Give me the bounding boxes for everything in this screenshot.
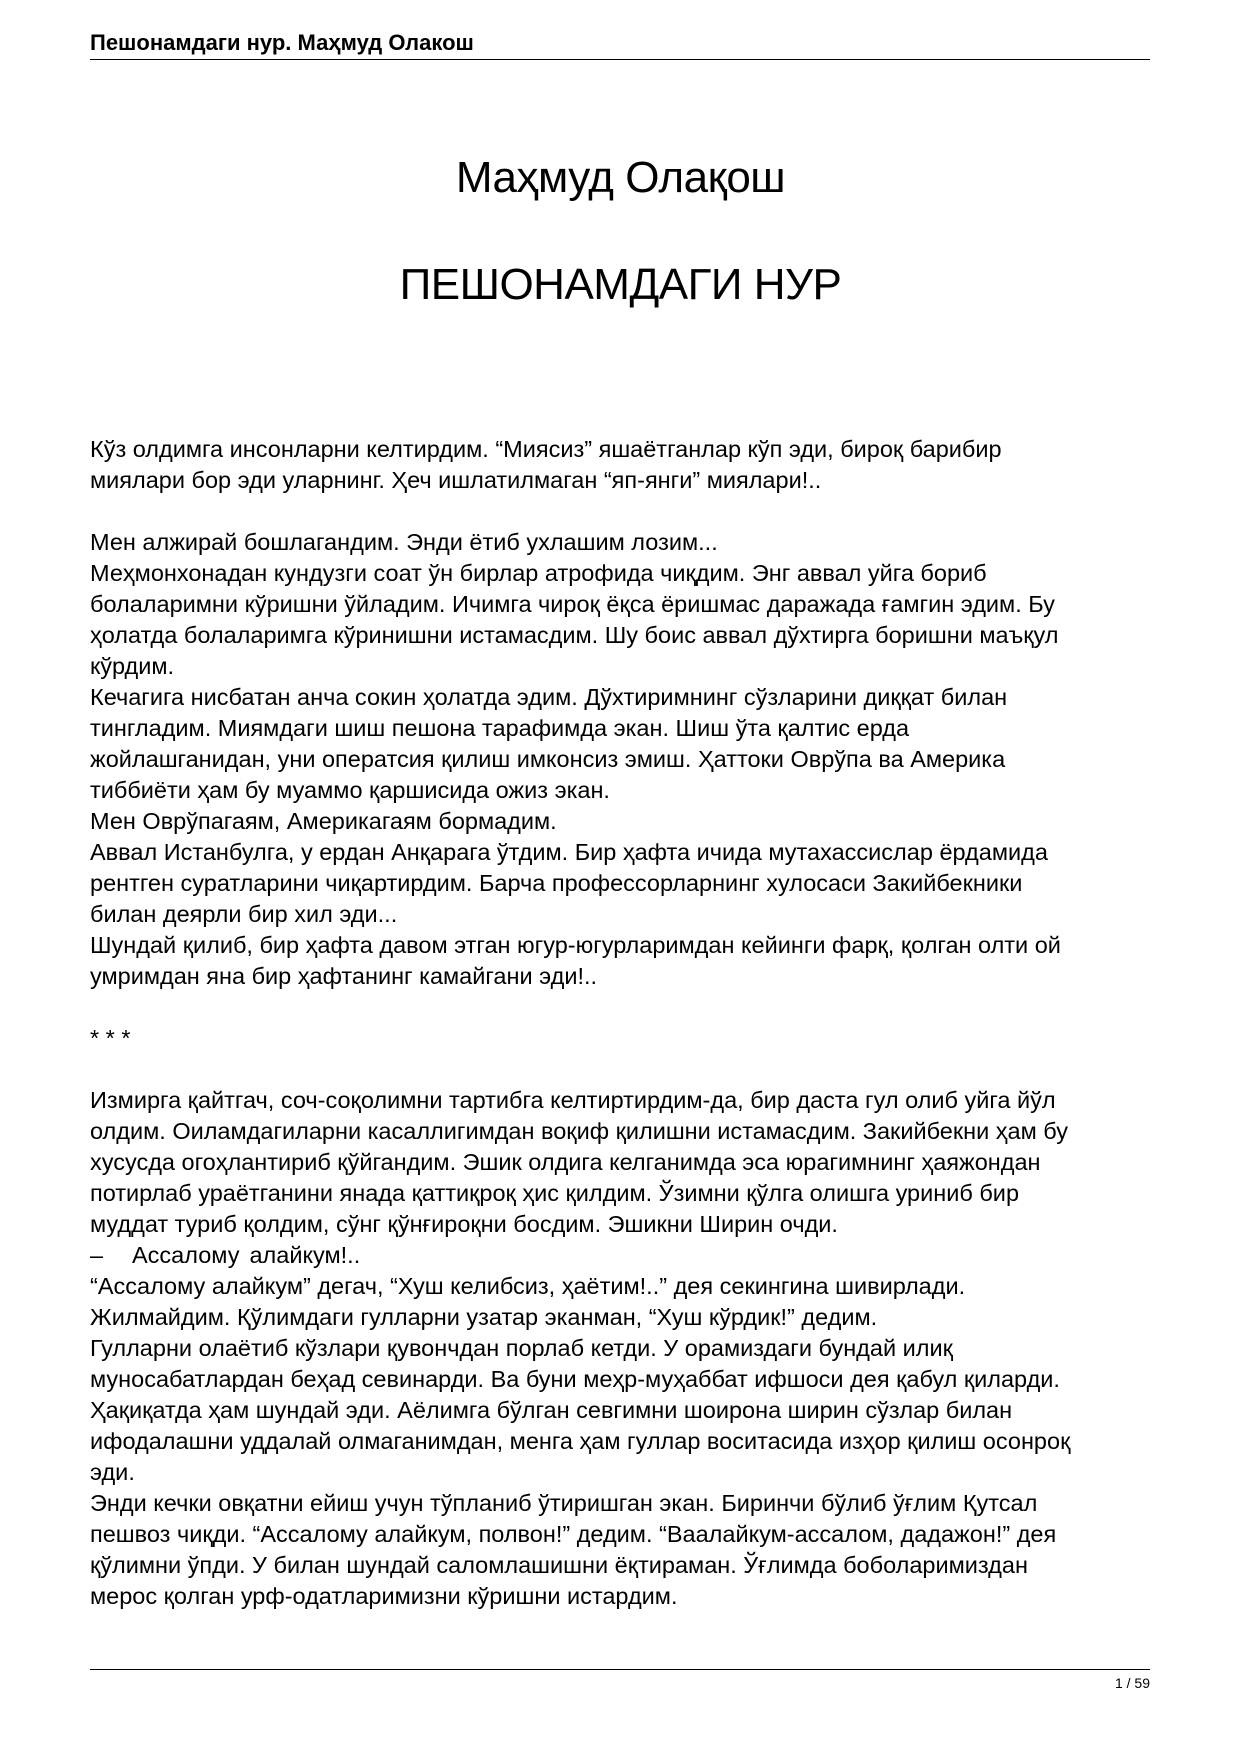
text-line: болаларимни кўришни ўйладим. Ичимга чироқ ёқса ёришмас даражада ғамгин эдим. Бу [90, 591, 1055, 617]
running-header-title: Пешонамдаги нур. Маҳмуд Олакош [90, 30, 474, 55]
text-line: хусусда огоҳлантириб қўйгандим. Эшик олдига келганимда эса юрагимнинг ҳаяжондан [90, 1149, 1041, 1175]
text-line: мерос қолган урф-одатларимизни кўришни истардим. [90, 1583, 678, 1609]
text-line: олдим. Оиламдагиларни касаллигимдан воқиф қилишни истамасдим. Закийбекни ҳам бу [90, 1118, 1068, 1144]
running-footer [90, 1669, 1150, 1691]
text-line: тиббиёти ҳам бу муаммо қаршисида ожиз экан. [90, 777, 610, 803]
text-line: жойлашганидан, уни оператсия қилиш имконсиз эмиш. Ҳаттоки Оврўпа ва Америка [90, 746, 1006, 772]
text-line: Измирга қайтгач, соч-соқолимни тартибга келтиртирдим-да, бир даста гул олиб уйга йўл [90, 1087, 1056, 1113]
dialogue-word: алайкум!.. [249, 1242, 361, 1268]
section-separator: * * * [90, 1025, 131, 1051]
text-line: билан деярли бир хил эди... [90, 901, 398, 927]
text-line: умримдан яна бир ҳафтанинг камайгани эди!.. [90, 963, 598, 989]
text-line: Кўз олдимга инсонларни келтирдим. “Миясиз” яшаётганлар кўп эди, бироқ барибир [90, 436, 1002, 462]
text-line: Мен алжирай бошлагандим. Энди ётиб ухлашим лозим... [90, 529, 718, 555]
page-number: 1 / 59 [1114, 1675, 1150, 1691]
running-header [90, 28, 1150, 60]
text-line: Ҳақиқатда ҳам шундай эди. Аёлимга бўлган севгимни шоирона ширин сўзлар билан [90, 1397, 1013, 1423]
dialogue-dash: – [90, 1242, 104, 1268]
text-line: муддат туриб қолдим, сўнг қўнғироқни босдим. Эшикни Ширин очди. [90, 1211, 838, 1237]
text-line: ифодалашни уддалай олмаганимдан, менга ҳам гуллар воситасида изҳор қилиш осонроқ [90, 1428, 1071, 1454]
text-line: рентген суратларини чиқартирдим. Барча профессорларнинг хулосаси Закийбекники [90, 870, 1023, 896]
text-line: ҳолатда болаларимга кўринишни истамасдим. Шу боис аввал дўхтирга боришни маъқул [90, 622, 1059, 648]
text-line: қўлимни ўпди. У билан шундай саломлашишни ёқтираман. Ўғлимда боболаримиздан [90, 1552, 1028, 1578]
text-line: тингладим. Миямдаги шиш пешона тарафимда экан. Шиш ўта қалтис ерда [90, 715, 910, 741]
text-line: потирлаб ураётганини янада қаттиқроқ ҳис қилдим. Ўзимни қўлга олишга уриниб бир [90, 1180, 1020, 1206]
text-line: Гулларни олаётиб кўзлари қувончдан порлаб кетди. У орамиздаги бундай илиқ [90, 1335, 953, 1361]
document-title: ПЕШОНАМДАГИ НУР [399, 260, 842, 309]
text-line: муносабатлардан беҳад севинарди. Ва буни меҳр-муҳаббат ифшоси дея қабул қиларди. [90, 1366, 1060, 1392]
paragraph-2 [90, 527, 1160, 992]
dialogue-line [90, 1240, 1160, 1271]
paragraph-3 [90, 1085, 1160, 1612]
text-line: Мен Оврўпагаям, Америкагаям бормадим. [90, 808, 557, 834]
text-line: Жилмайдим. Қўлимдаги гулларни узатар эканман, “Хуш кўрдик!” дедим. [90, 1304, 878, 1330]
dialogue-word: Ассалому [132, 1242, 240, 1268]
text-line: “Ассалому алайкум” дегач, “Хуш келибсиз, ҳаётим!..” дея секингина шивирлади. [90, 1273, 966, 1299]
text-line: пешвоз чиқди. “Ассалому алайкум, полвон!” дедим. “Ваалайкум-ассалом, дадажон!” дея [90, 1521, 1057, 1547]
text-line: Энди кечки овқатни ейиш учун тўпланиб ўтиришган экан. Биринчи бўлиб ўғлим Қутсал [90, 1490, 1038, 1516]
text-line: эди. [90, 1459, 135, 1485]
text-line: кўрдим. [90, 653, 175, 679]
text-line: Шундай қилиб, бир ҳафта давом этган югур-югурларимдан кейинги фарқ, қолган олти ой [90, 932, 1061, 958]
text-line: Аввал Истанбулга, у ердан Анқарага ўтдим. Бир ҳафта ичида мутахассислар ёрдамида [90, 839, 1048, 865]
text-line: миялари бор эди уларнинг. Ҳеч ишлатилмаган “яп-янги” миялари!.. [90, 467, 822, 493]
body-text [90, 434, 1160, 1612]
text-line: Меҳмонхонадан кундузги соат ўн бирлар атрофида чиқдим. Энг аввал уйга бориб [90, 560, 987, 586]
author-name: Маҳмуд Олақош [455, 153, 786, 202]
paragraph-1 [90, 434, 1160, 496]
text-line: Кечагига нисбатан анча сокин ҳолатда эдим. Дўхтиримнинг сўзларини диққат билан [90, 684, 1008, 710]
